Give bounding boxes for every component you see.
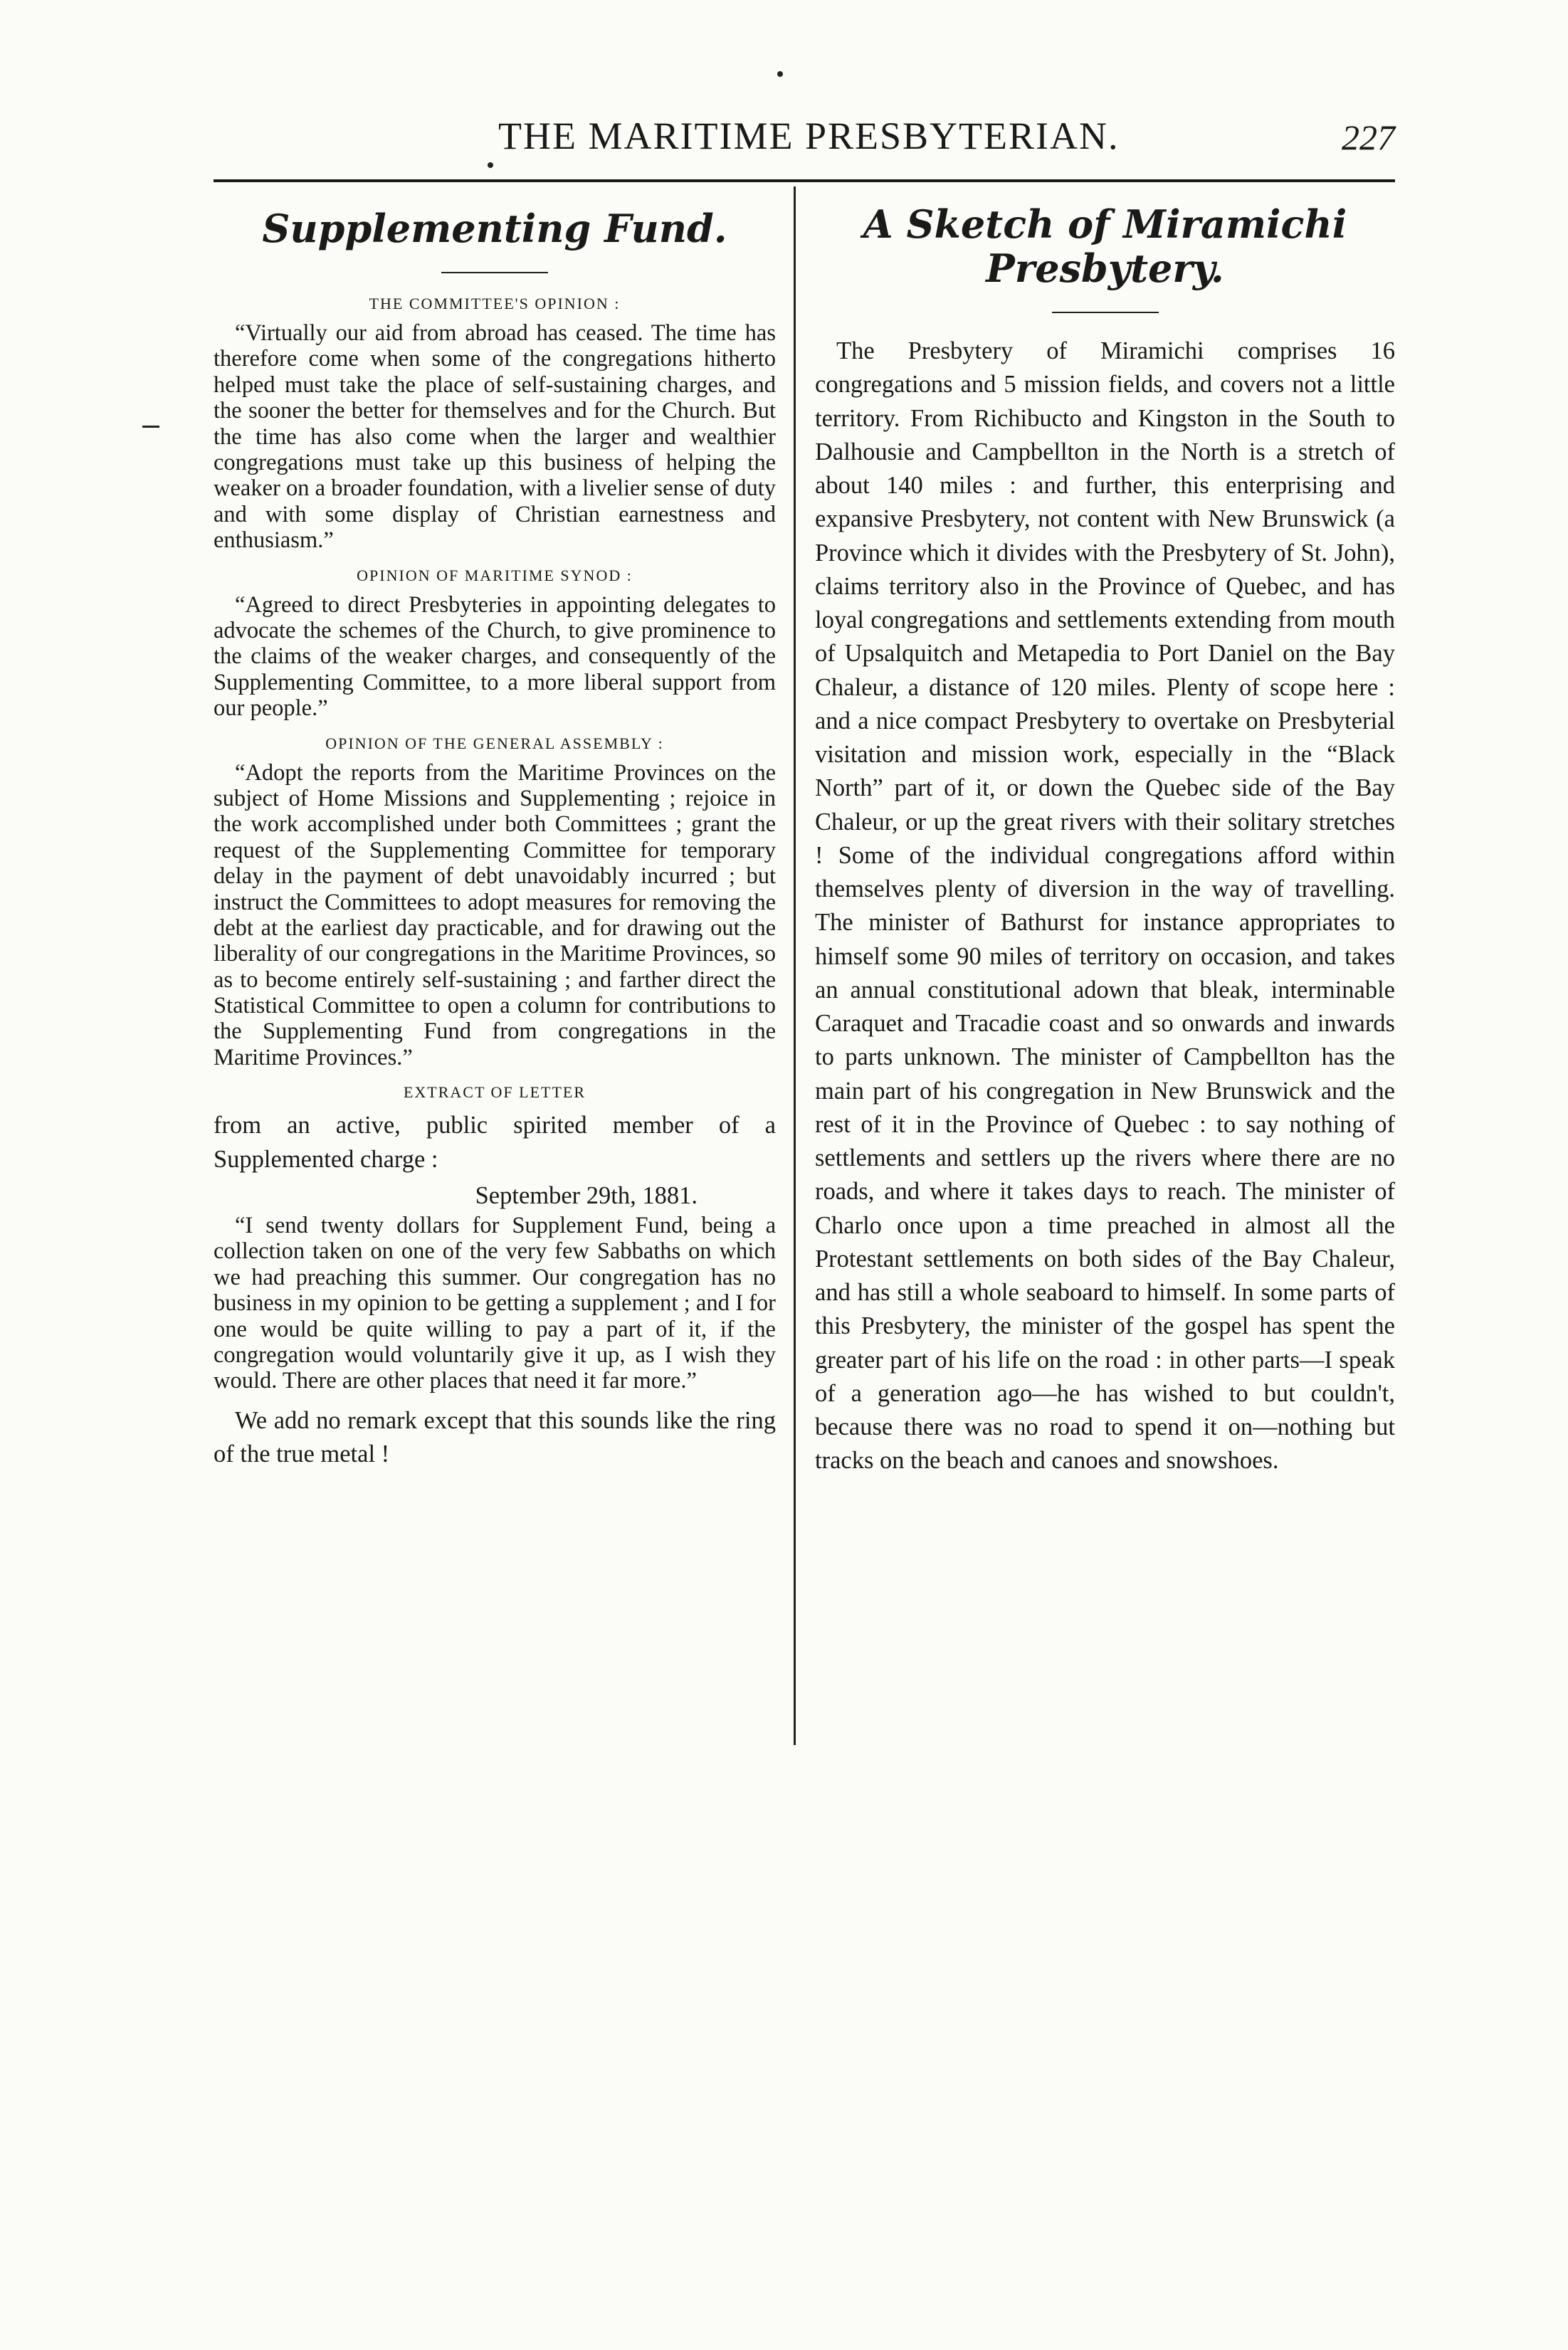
letter-intro: from an active, public spirited member of a Supplemented charge :: [214, 1112, 776, 1173]
header-rule: [214, 179, 1395, 182]
letter-date: September 29th, 1881.: [475, 1181, 698, 1209]
heading-rule: [1052, 312, 1159, 313]
column-divider: [794, 186, 796, 1745]
supplementing-fund-heading: Supplementing Fund.: [262, 206, 727, 251]
assembly-opinion-label: OPINION OF THE GENERAL ASSEMBLY :: [325, 734, 664, 752]
speck: [488, 162, 493, 168]
synod-opinion-label: OPINION OF MARITIME SYNOD :: [357, 566, 633, 584]
speck: [777, 71, 783, 77]
miramichi-sketch-heading: A Sketch of Miramichi Presbytery.: [863, 201, 1347, 292]
margin-mark: [142, 426, 159, 428]
heading-rule: [441, 272, 548, 273]
letter-extract-label: EXTRACT OF LETTER: [403, 1083, 586, 1102]
letter-text: “I send twenty dollars for Supplement Fund, being a collection taken on one of the very few Sabbaths on which we had preaching this summer. Our congregation has no business in my opinion to be getting a supplement ; and I for one would be quite willing to pay a part of it, if the congregation would voluntarily give it up, as I wish they would. There are other places that need it far more.”: [214, 1213, 776, 1394]
page-number: 227: [1342, 117, 1395, 157]
synod-opinion-text: “Agreed to direct Presbyteries in appointing delegates to advocate the schemes of the Church, to give prominence to the claims of the weaker charges, and consequently of the Supplementing Committee, to a more liberal support from our people.”: [214, 591, 776, 722]
assembly-opinion-text: “Adopt the reports from the Maritime Provinces on the subject of Home Missions and Supplementing ; rejoice in the work accomplished under both Committees ; grant the request of the Supplementing Committee for temporary delay in the payment of debt unavoidably incurred ; but instruct the Committees to adopt measures for removing the debt at the earliest day practicable, and for drawing out the liberality of our congregations in the Maritime Provinces, so as to become entirely self-sustaining ; and farther direct the Statistical Committee to open a column for contributions to the Supplementing Fund from congregations in the Maritime Provinces.”: [214, 759, 776, 1070]
miramichi-sketch-body: The Presbytery of Miramichi comprises 16 congregations and 5 mission fields, and covers not a little territory. From Richibucto and Kingston in the South to Dalhousie and Campbellton in the North is a stretch of about 140 miles : and further, this enterprising and expansive Presbytery, not content with New Brunswick (a Province which it divides with the Presbytery of St. John), claims territory also in the Province of Quebec, and has loyal congregations and settlements extending from mouth of Upsalquitch and Metapedia to Port Daniel on the Bay Chaleur, a distance of 120 miles. Plenty of scope here : and a nice compact Presbytery to overtake on Presbyterial visitation and mission work, especially in the “Black North” part of it, or down the Quebec side of the Bay Chaleur, or up the great rivers with their solitary stretches ! Some of the individual congregations afford within themselves plenty of diversion in the way of travelling. The minister of Bathurst for instance appropriates to himself some 90 miles of territory on occasion, and takes an annual constitutional adown that bleak, interminable Caraquet and Tracadie coast and so onwards and inwards to parts unknown. The minister of Campbellton has the main part of his congregation in New Brunswick and the rest of it in the Province of Quebec : to say nothing of settlements and settlers up the rivers where there are no roads, and where it takes days to reach. The minister of Charlo once upon a time preached in almost all the Protestant settlements on both sides of the Bay Chaleur, and has still a whole seaboard to himself. In some parts of this Presbytery, the minister of the gospel has spent the greater part of his life on the road : in other parts—I speak of a generation ago—he has wished to but couldn't, because there was no road to spend it on—nothing but tracks on the beach and canoes and snowshoes.: [815, 337, 1395, 1475]
committee-opinion-text: “Virtually our aid from abroad has ceased. The time has therefore come when some of the congregations hitherto helped must take the place of self-sustaining charges, and the sooner the better for themselves and for the Church. But the time has also come when the larger and wealthier congregations must take up this business of helping the weaker on a broader foundation, with a livelier sense of duty and with some display of Christian earnestness and enthusiasm.”: [214, 320, 776, 554]
closing-remark: We add no remark except that this sounds like the ring of the true metal !: [214, 1406, 776, 1468]
left-column: [214, 192, 776, 1471]
running-title: THE MARITIME PRESBYTERIAN.: [498, 115, 1120, 157]
committee-opinion-label: THE COMMITTEE'S OPINION :: [369, 295, 621, 313]
page-header: [214, 114, 1395, 171]
right-column: [815, 192, 1395, 1478]
